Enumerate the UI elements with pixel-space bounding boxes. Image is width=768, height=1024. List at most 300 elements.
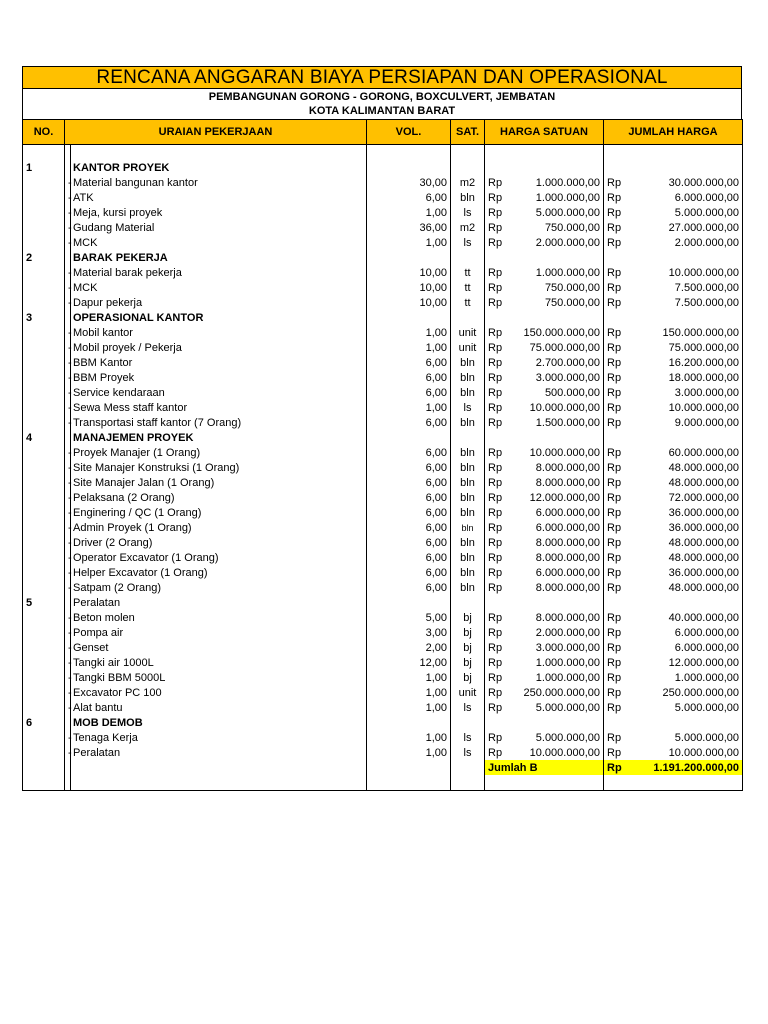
- row-total-price: 10.000.000,00: [629, 745, 743, 760]
- table-row: [23, 505, 743, 520]
- row-dash: -: [65, 415, 71, 430]
- row-price-currency: Rp: [485, 340, 510, 355]
- row-total-price: 6.000.000,00: [629, 625, 743, 640]
- row-total-currency: Rp: [604, 700, 629, 715]
- row-total-currency: Rp: [604, 550, 629, 565]
- row-no: [23, 295, 65, 310]
- row-volume: 1,00: [367, 700, 451, 715]
- row-unit-price: 6.000.000,00: [510, 505, 604, 520]
- row-unit: bln: [451, 370, 485, 385]
- row-no: [23, 730, 65, 745]
- row-unit: bln: [451, 460, 485, 475]
- row-total-currency: Rp: [604, 340, 629, 355]
- row-total-currency: Rp: [604, 520, 629, 535]
- row-unit-price: 1.000.000,00: [510, 655, 604, 670]
- header-harga-satuan: HARGA SATUAN: [485, 120, 604, 145]
- row-volume: 6,00: [367, 355, 451, 370]
- section-unit: [451, 160, 485, 175]
- row-unit-price: 1.000.000,00: [510, 265, 604, 280]
- row-unit: ls: [451, 400, 485, 415]
- row-volume: 6,00: [367, 190, 451, 205]
- blank-cell: [485, 145, 510, 161]
- row-description: Site Manajer Konstruksi (1 Orang): [71, 460, 367, 475]
- row-unit: bj: [451, 640, 485, 655]
- row-description: Beton molen: [71, 610, 367, 625]
- row-unit: bj: [451, 655, 485, 670]
- row-description: Gudang Material: [71, 220, 367, 235]
- row-total-currency: Rp: [604, 670, 629, 685]
- row-dash: -: [65, 565, 71, 580]
- section-unit-price: [510, 715, 604, 730]
- row-volume: 36,00: [367, 220, 451, 235]
- row-total-currency: Rp: [604, 190, 629, 205]
- row-dash: -: [65, 580, 71, 595]
- row-total-currency: Rp: [604, 580, 629, 595]
- section-number: 3: [23, 310, 65, 325]
- row-unit-price: 750.000,00: [510, 295, 604, 310]
- row-unit-price: 10.000.000,00: [510, 445, 604, 460]
- row-price-currency: Rp: [485, 745, 510, 760]
- row-total-currency: Rp: [604, 535, 629, 550]
- row-unit: bln: [451, 490, 485, 505]
- table-row: [23, 415, 743, 430]
- row-no: [23, 205, 65, 220]
- row-dash: -: [65, 535, 71, 550]
- row-unit: bln: [451, 535, 485, 550]
- table-row: [23, 205, 743, 220]
- row-price-currency: Rp: [485, 355, 510, 370]
- row-volume: 6,00: [367, 415, 451, 430]
- row-dash: -: [65, 670, 71, 685]
- table-row: [23, 580, 743, 595]
- row-unit-price: 8.000.000,00: [510, 580, 604, 595]
- row-volume: 6,00: [367, 490, 451, 505]
- row-description: Dapur pekerja: [71, 295, 367, 310]
- row-no: [23, 475, 65, 490]
- total-unit: [451, 760, 485, 775]
- row-volume: 6,00: [367, 370, 451, 385]
- table-row: [23, 700, 743, 715]
- row-description: ATK: [71, 190, 367, 205]
- section-price-currency: [485, 310, 510, 325]
- row-description: Proyek Manajer (1 Orang): [71, 445, 367, 460]
- row-volume: 6,00: [367, 385, 451, 400]
- section-total-price: [629, 250, 743, 265]
- row-unit-price: 8.000.000,00: [510, 460, 604, 475]
- row-total-price: 12.000.000,00: [629, 655, 743, 670]
- row-no: [23, 670, 65, 685]
- row-total-currency: Rp: [604, 220, 629, 235]
- row-unit-price: 750.000,00: [510, 280, 604, 295]
- row-unit: unit: [451, 340, 485, 355]
- row-total-price: 60.000.000,00: [629, 445, 743, 460]
- row-dash: -: [65, 745, 71, 760]
- blank-cell: [629, 145, 743, 161]
- section-unit-price: [510, 250, 604, 265]
- budget-table: [22, 119, 743, 791]
- blank-cell: [367, 775, 451, 791]
- row-total-price: 48.000.000,00: [629, 535, 743, 550]
- row-volume: 6,00: [367, 580, 451, 595]
- section-price-currency: [485, 250, 510, 265]
- section-volume: [367, 430, 451, 445]
- section-title: Peralatan: [71, 595, 367, 610]
- row-total-currency: Rp: [604, 265, 629, 280]
- table-row: [23, 355, 743, 370]
- row-dash: -: [65, 505, 71, 520]
- row-volume: 1,00: [367, 685, 451, 700]
- row-total-currency: Rp: [604, 175, 629, 190]
- row-description: Meja, kursi proyek: [71, 205, 367, 220]
- table-header-row: [23, 120, 743, 145]
- row-total-currency: Rp: [604, 355, 629, 370]
- row-price-currency: Rp: [485, 670, 510, 685]
- row-price-currency: Rp: [485, 475, 510, 490]
- blank-cell: [451, 145, 485, 161]
- section-total-currency: [604, 250, 629, 265]
- row-dash: -: [65, 520, 71, 535]
- header-vol: VOL.: [367, 120, 451, 145]
- section-total-currency: [604, 595, 629, 610]
- row-volume: 6,00: [367, 565, 451, 580]
- row-unit: unit: [451, 685, 485, 700]
- section-row: [23, 310, 743, 325]
- table-row: [23, 295, 743, 310]
- row-total-price: 36.000.000,00: [629, 520, 743, 535]
- table-row: [23, 550, 743, 565]
- row-total-price: 250.000.000,00: [629, 685, 743, 700]
- row-description: Material barak pekerja: [71, 265, 367, 280]
- row-price-currency: Rp: [485, 325, 510, 340]
- row-unit-price: 5.000.000,00: [510, 730, 604, 745]
- row-volume: 6,00: [367, 505, 451, 520]
- blank-cell: [604, 145, 629, 161]
- subtitle-project: PEMBANGUNAN GORONG - GORONG, BOXCULVERT, JEMBATAN: [208, 91, 556, 103]
- row-price-currency: Rp: [485, 265, 510, 280]
- row-unit: m2: [451, 220, 485, 235]
- row-unit-price: 3.000.000,00: [510, 370, 604, 385]
- row-dash: -: [65, 190, 71, 205]
- section-unit-price: [510, 595, 604, 610]
- row-volume: 1,00: [367, 745, 451, 760]
- row-description: Mobil kantor: [71, 325, 367, 340]
- row-price-currency: Rp: [485, 460, 510, 475]
- row-total-currency: Rp: [604, 730, 629, 745]
- row-total-price: 48.000.000,00: [629, 550, 743, 565]
- row-no: [23, 370, 65, 385]
- table-row: [23, 190, 743, 205]
- row-volume: 6,00: [367, 535, 451, 550]
- row-no: [23, 745, 65, 760]
- section-unit: [451, 595, 485, 610]
- row-volume: 1,00: [367, 325, 451, 340]
- row-volume: 3,00: [367, 625, 451, 640]
- section-total-currency: [604, 160, 629, 175]
- row-no: [23, 340, 65, 355]
- row-no: [23, 265, 65, 280]
- subtitle-location: KOTA KALIMANTAN BARAT: [308, 105, 456, 117]
- header-sat: SAT.: [451, 120, 485, 145]
- row-dash: -: [65, 460, 71, 475]
- row-unit-price: 3.000.000,00: [510, 640, 604, 655]
- row-volume: 10,00: [367, 295, 451, 310]
- row-dash: -: [65, 280, 71, 295]
- row-volume: 6,00: [367, 445, 451, 460]
- row-volume: 1,00: [367, 670, 451, 685]
- row-total-price: 1.000.000,00: [629, 670, 743, 685]
- row-unit-price: 8.000.000,00: [510, 535, 604, 550]
- total-row: [23, 760, 743, 775]
- row-price-currency: Rp: [485, 445, 510, 460]
- row-volume: 6,00: [367, 475, 451, 490]
- row-total-price: 7.500.000,00: [629, 280, 743, 295]
- row-description: Driver (2 Orang): [71, 535, 367, 550]
- row-unit: bln: [451, 355, 485, 370]
- row-price-currency: Rp: [485, 685, 510, 700]
- section-volume: [367, 715, 451, 730]
- row-total-price: 6.000.000,00: [629, 640, 743, 655]
- section-title: BARAK PEKERJA: [71, 250, 367, 265]
- row-total-currency: Rp: [604, 445, 629, 460]
- total-amount: 1.191.200.000,00: [629, 760, 743, 775]
- row-total-price: 5.000.000,00: [629, 205, 743, 220]
- row-total-price: 6.000.000,00: [629, 190, 743, 205]
- blank-cell: [510, 145, 604, 161]
- row-total-price: 48.000.000,00: [629, 460, 743, 475]
- section-row: [23, 250, 743, 265]
- row-price-currency: Rp: [485, 490, 510, 505]
- row-unit: bln: [451, 550, 485, 565]
- row-description: Peralatan: [71, 745, 367, 760]
- row-unit: bj: [451, 670, 485, 685]
- row-dash: -: [65, 730, 71, 745]
- section-total-price: [629, 430, 743, 445]
- row-description: Genset: [71, 640, 367, 655]
- row-price-currency: Rp: [485, 505, 510, 520]
- row-total-price: 9.000.000,00: [629, 415, 743, 430]
- row-dash: -: [65, 655, 71, 670]
- row-total-price: 48.000.000,00: [629, 475, 743, 490]
- row-unit-price: 1.000.000,00: [510, 670, 604, 685]
- total-label: Jumlah B: [485, 760, 604, 775]
- row-total-price: 40.000.000,00: [629, 610, 743, 625]
- row-price-currency: Rp: [485, 400, 510, 415]
- row-volume: 6,00: [367, 550, 451, 565]
- row-price-currency: Rp: [485, 295, 510, 310]
- row-no: [23, 445, 65, 460]
- table-row: [23, 340, 743, 355]
- section-title: MANAJEMEN PROYEK: [71, 430, 367, 445]
- row-total-currency: Rp: [604, 235, 629, 250]
- section-number: 6: [23, 715, 65, 730]
- blank-cell: [604, 775, 629, 791]
- section-total-currency: [604, 715, 629, 730]
- row-price-currency: Rp: [485, 610, 510, 625]
- table-row: [23, 670, 743, 685]
- row-no: [23, 700, 65, 715]
- row-no: [23, 625, 65, 640]
- row-total-price: 3.000.000,00: [629, 385, 743, 400]
- row-unit-price: 1.500.000,00: [510, 415, 604, 430]
- table-row: [23, 640, 743, 655]
- row-volume: 6,00: [367, 520, 451, 535]
- row-total-price: 7.500.000,00: [629, 295, 743, 310]
- row-description: Mobil proyek / Pekerja: [71, 340, 367, 355]
- row-unit-price: 75.000.000,00: [510, 340, 604, 355]
- row-total-currency: Rp: [604, 475, 629, 490]
- blank-cell: [510, 775, 604, 791]
- row-total-currency: Rp: [604, 565, 629, 580]
- row-price-currency: Rp: [485, 385, 510, 400]
- row-total-price: 5.000.000,00: [629, 730, 743, 745]
- row-price-currency: Rp: [485, 655, 510, 670]
- table-row: [23, 235, 743, 250]
- row-unit-price: 2.000.000,00: [510, 625, 604, 640]
- table-row: [23, 460, 743, 475]
- row-total-price: 30.000.000,00: [629, 175, 743, 190]
- row-unit-price: 8.000.000,00: [510, 550, 604, 565]
- table-row: [23, 445, 743, 460]
- table-row: [23, 730, 743, 745]
- section-number: 4: [23, 430, 65, 445]
- row-no: [23, 190, 65, 205]
- row-volume: 5,00: [367, 610, 451, 625]
- row-unit: m2: [451, 175, 485, 190]
- row-description: MCK: [71, 280, 367, 295]
- section-row: [23, 160, 743, 175]
- row-no: [23, 400, 65, 415]
- row-total-price: 150.000.000,00: [629, 325, 743, 340]
- table-row: [23, 370, 743, 385]
- row-description: Excavator PC 100: [71, 685, 367, 700]
- row-dash: -: [65, 340, 71, 355]
- row-total-price: 10.000.000,00: [629, 400, 743, 415]
- row-description: Service kendaraan: [71, 385, 367, 400]
- section-unit: [451, 430, 485, 445]
- row-dash: -: [65, 550, 71, 565]
- row-no: [23, 520, 65, 535]
- blank-cell: [23, 775, 65, 791]
- row-volume: 10,00: [367, 265, 451, 280]
- row-unit-price: 6.000.000,00: [510, 565, 604, 580]
- blank-cell: [23, 145, 65, 161]
- row-dash: -: [65, 175, 71, 190]
- section-title: OPERASIONAL KANTOR: [71, 310, 367, 325]
- section-unit: [451, 250, 485, 265]
- row-unit-price: 10.000.000,00: [510, 400, 604, 415]
- header-no: NO.: [23, 120, 65, 145]
- row-total-currency: Rp: [604, 610, 629, 625]
- row-dash: -: [65, 490, 71, 505]
- row-no: [23, 175, 65, 190]
- row-description: Admin Proyek (1 Orang): [71, 520, 367, 535]
- row-dash: -: [65, 325, 71, 340]
- sheet-title: RENCANA ANGGARAN BIAYA PERSIAPAN DAN OPERASIONAL: [22, 66, 742, 89]
- row-description: Operator Excavator (1 Orang): [71, 550, 367, 565]
- row-total-currency: Rp: [604, 640, 629, 655]
- row-unit-price: 6.000.000,00: [510, 520, 604, 535]
- row-price-currency: Rp: [485, 625, 510, 640]
- row-description: Enginering / QC (1 Orang): [71, 505, 367, 520]
- row-price-currency: Rp: [485, 700, 510, 715]
- row-description: Site Manajer Jalan (1 Orang): [71, 475, 367, 490]
- row-total-price: 48.000.000,00: [629, 580, 743, 595]
- row-unit-price: 5.000.000,00: [510, 205, 604, 220]
- row-total-price: 18.000.000,00: [629, 370, 743, 385]
- table-body: [23, 145, 743, 791]
- row-no: [23, 280, 65, 295]
- row-price-currency: Rp: [485, 565, 510, 580]
- row-price-currency: Rp: [485, 205, 510, 220]
- section-price-currency: [485, 715, 510, 730]
- table-row: [23, 280, 743, 295]
- row-price-currency: Rp: [485, 370, 510, 385]
- section-price-currency: [485, 430, 510, 445]
- row-price-currency: Rp: [485, 550, 510, 565]
- row-no: [23, 415, 65, 430]
- row-price-currency: Rp: [485, 640, 510, 655]
- section-volume: [367, 595, 451, 610]
- row-unit: ls: [451, 730, 485, 745]
- row-description: Tenaga Kerja: [71, 730, 367, 745]
- row-total-price: 75.000.000,00: [629, 340, 743, 355]
- section-unit-price: [510, 430, 604, 445]
- row-unit-price: 1.000.000,00: [510, 175, 604, 190]
- row-price-currency: Rp: [485, 415, 510, 430]
- section-number: 1: [23, 160, 65, 175]
- row-volume: 1,00: [367, 205, 451, 220]
- table-row: [23, 625, 743, 640]
- row-no: [23, 565, 65, 580]
- row-total-currency: Rp: [604, 685, 629, 700]
- section-total-price: [629, 160, 743, 175]
- table-row: [23, 490, 743, 505]
- table-row: [23, 535, 743, 550]
- row-unit-price: 150.000.000,00: [510, 325, 604, 340]
- total-volume: [367, 760, 451, 775]
- row-price-currency: Rp: [485, 520, 510, 535]
- row-unit-price: 2.700.000,00: [510, 355, 604, 370]
- row-price-currency: Rp: [485, 580, 510, 595]
- blank-cell: [451, 775, 485, 791]
- section-unit: [451, 310, 485, 325]
- row-dash: -: [65, 385, 71, 400]
- row-unit-price: 1.000.000,00: [510, 190, 604, 205]
- row-price-currency: Rp: [485, 730, 510, 745]
- row-description: Transportasi staff kantor (7 Orang): [71, 415, 367, 430]
- row-total-currency: Rp: [604, 385, 629, 400]
- row-volume: 1,00: [367, 400, 451, 415]
- table-row: [23, 385, 743, 400]
- row-volume: 2,00: [367, 640, 451, 655]
- row-total-price: 72.000.000,00: [629, 490, 743, 505]
- row-dash: -: [65, 205, 71, 220]
- row-unit: bj: [451, 610, 485, 625]
- row-unit: bln: [451, 580, 485, 595]
- row-price-currency: Rp: [485, 190, 510, 205]
- section-total-currency: [604, 430, 629, 445]
- row-dash: -: [65, 220, 71, 235]
- row-description: MCK: [71, 235, 367, 250]
- sheet-subtitle: [22, 89, 742, 119]
- row-dash: -: [65, 685, 71, 700]
- table-row: [23, 325, 743, 340]
- row-price-currency: Rp: [485, 235, 510, 250]
- blank-cell: [629, 775, 743, 791]
- row-unit: tt: [451, 295, 485, 310]
- row-dash: -: [65, 370, 71, 385]
- row-dash: -: [65, 640, 71, 655]
